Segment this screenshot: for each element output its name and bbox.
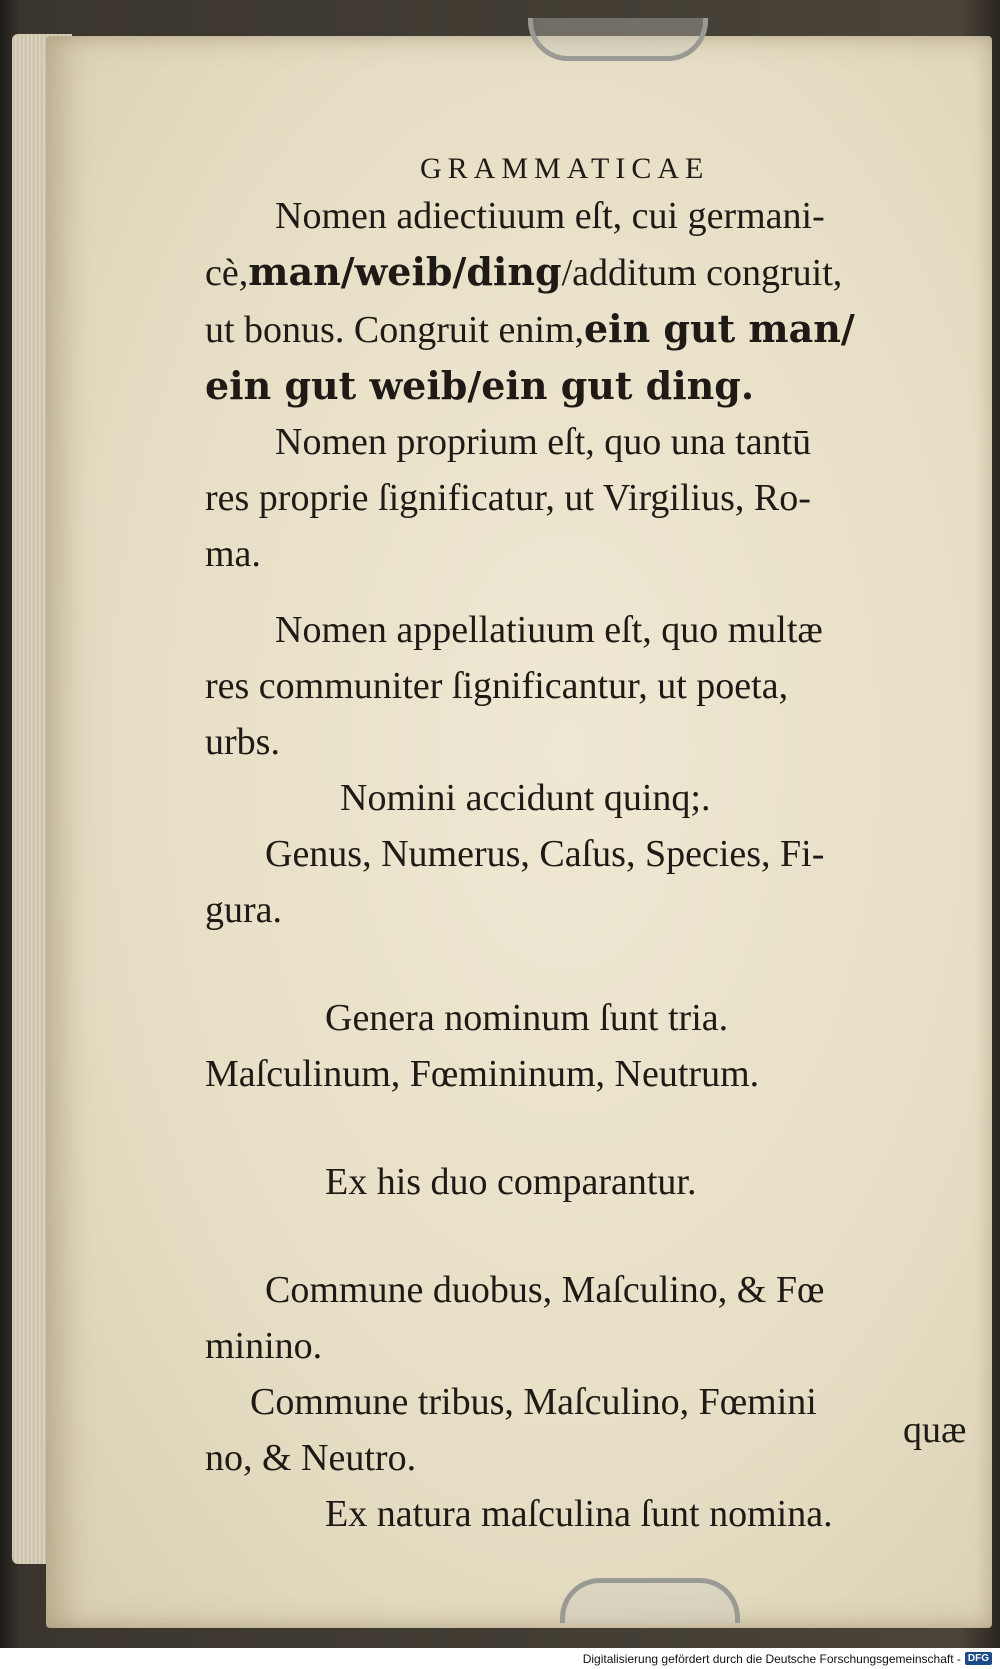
blackletter-span: ein gut man/ <box>583 306 855 351</box>
text-line: no, & Neutro. <box>205 1437 417 1479</box>
text-line: Nomen appellatiuum eſt, quo multæ <box>275 609 823 651</box>
text-line: Maſculinum, Fœmininum, Neutrum. <box>205 1053 760 1095</box>
text-line: Ex his duo comparantur. <box>325 1161 697 1203</box>
text-line: Commune tribus, Maſculino, Fœmini <box>250 1381 817 1423</box>
digitization-footer <box>0 1648 1000 1669</box>
text-line: gura. <box>205 889 283 931</box>
page-clip-bottom <box>560 1578 740 1623</box>
footer-text: Digitalisierung gefördert durch die Deutsche Forschungsgemeinschaft - <box>582 1651 961 1666</box>
text-line: Nomen proprium eſt, quo una tantū <box>275 421 812 463</box>
catchword: quæ <box>903 1409 967 1451</box>
text-line: res communiter ſignificantur, ut poeta, <box>205 665 789 707</box>
dfg-logo: DFG <box>965 1652 992 1665</box>
text-line: minino. <box>205 1325 323 1367</box>
page-body <box>205 188 985 1542</box>
text-line: ma. <box>205 533 261 575</box>
text-line: Genus, Numerus, Caſus, Species, Fi‐ <box>265 833 825 875</box>
page-clip-top <box>528 18 708 61</box>
text-line: urbs. <box>205 721 280 763</box>
blackletter-span: man/weib/ding <box>248 249 562 294</box>
text-line: Ex natura maſculina ſunt nomina. <box>325 1493 833 1535</box>
text-span: cè, <box>205 252 249 294</box>
text-line: Commune duobus, Maſculino, & Fœ <box>265 1269 825 1311</box>
text-line: ein gut weib/ein gut ding. <box>205 363 755 408</box>
text-line <box>205 244 985 301</box>
text-span: /additum congruit, <box>561 252 843 294</box>
text-line: Nomen adiectiuum eſt, cui germani‐ <box>275 195 825 237</box>
text-line <box>205 301 985 358</box>
running-head: GRAMMATICAE <box>420 152 710 185</box>
text-line: res proprie ſignificatur, ut Virgilius, Ro‐ <box>205 477 811 519</box>
text-span: ut bonus. Congruit enim, <box>205 309 584 351</box>
text-line: Genera nominum ſunt tria. <box>325 997 729 1039</box>
text-line: Nomini accidunt quinq;. <box>340 777 711 819</box>
